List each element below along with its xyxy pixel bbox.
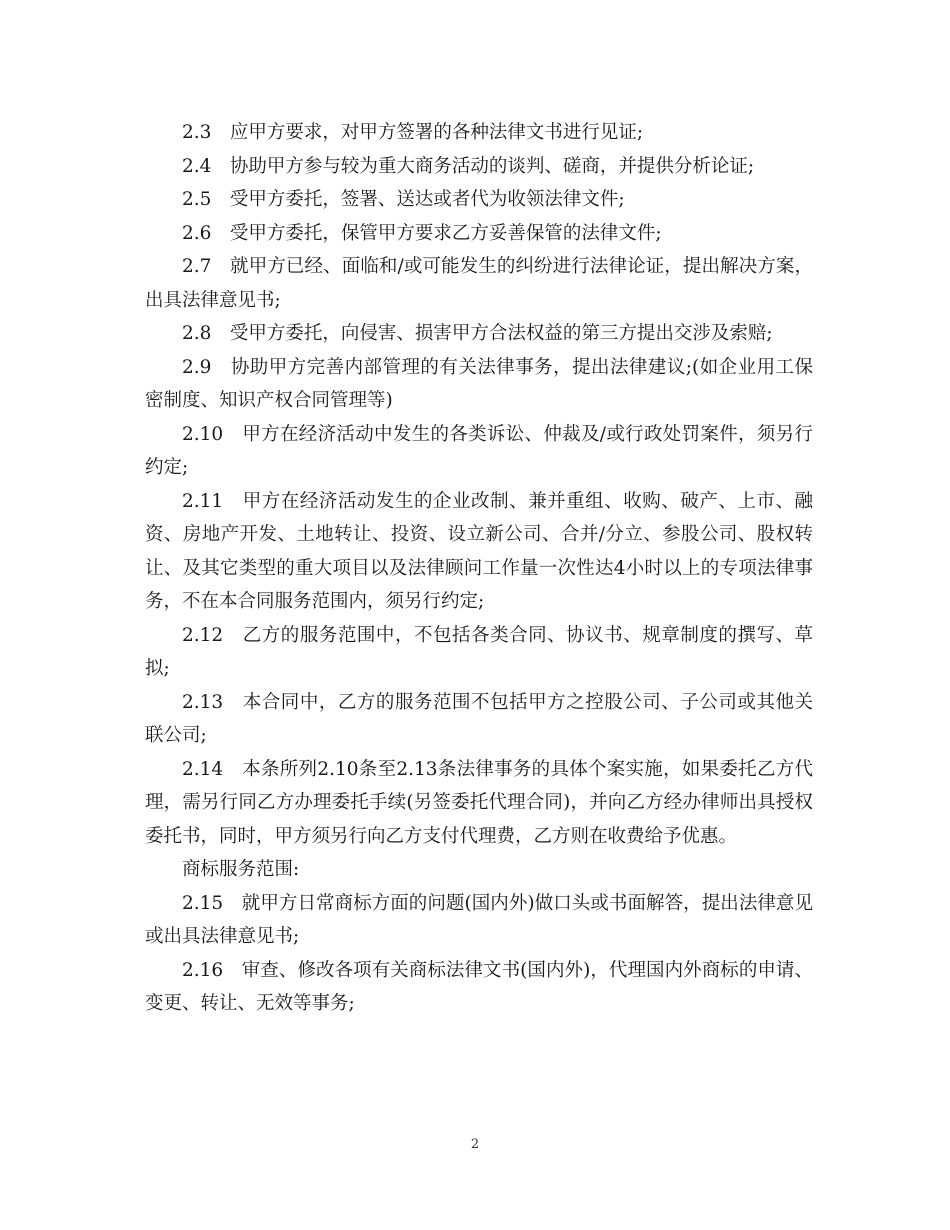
paragraph-2-13: 2.13 本合同中，乙方的服务范围不包括甲方之控股公司、子公司或其他关联公司; <box>145 691 813 746</box>
paragraph-2-16: 2.16 审查、修改各项有关商标法律文书(国内外)，代理国内外商标的申请、变更、转让、无效等事务; <box>145 959 813 1014</box>
page-number: 2 <box>470 1137 480 1152</box>
paragraph-2-14: 2.14 本条所列2.10条至2.13条法律事务的具体个案实施，如果委托乙方代理，需另行同乙方办理委托手续(另签委托代理合同)，并向乙方经办律师出具授权委托书，同时，甲方须另行向乙方支付代理费，乙方则在收费给予优惠。 <box>145 758 813 847</box>
paragraph-2-5: 2.5 受甲方委托，签署、送达或者代为收领法律文件; <box>182 189 625 210</box>
paragraph-2-11: 2.11 甲方在经济活动发生的企业改制、兼并重组、收购、破产、上市、融资、房地产开发、土地转让、投资、设立新公司、合并/分立、参股公司、股权转让、及其它类型的重大项目以及法律顾问工作量一次性达4小时以上的专项法律事务，不在本合同服务范围内，须另行约定; <box>145 490 813 612</box>
paragraph-2-8: 2.8 受甲方委托，向侵害、损害甲方合法权益的第三方提出交涉及索赔; <box>182 323 773 344</box>
paragraph-2-6: 2.6 受甲方委托，保管甲方要求乙方妥善保管的法律文件; <box>182 222 662 244</box>
paragraph-2-4: 2.4 协助甲方参与较为重大商务活动的谈判、磋商，并提供分析论证; <box>182 155 755 177</box>
section-heading-trademark-scope: 商标服务范围: <box>182 859 300 880</box>
paragraph-2-10: 2.10 甲方在经济活动中发生的各类诉讼、仲裁及/或行政处罚案件，须另行约定; <box>145 423 813 478</box>
paragraph-2-15: 2.15 就甲方日常商标方面的问题(国内外)做口头或书面解答，提出法律意见或出具法律意见书; <box>145 892 813 947</box>
document-body <box>145 116 813 1021</box>
paragraph-2-7: 2.7 就甲方已经、面临和/或可能发生的纠纷进行法律论证，提出解决方案，出具法律意见书; <box>145 256 813 311</box>
paragraph-2-9: 2.9 协助甲方完善内部管理的有关法律事务，提出法律建议;(如企业用工保密制度、知识产权合同管理等) <box>145 356 813 411</box>
paragraph-2-3: 2.3 应甲方要求，对甲方签署的各种法律文书进行见证; <box>182 122 644 143</box>
paragraph-2-12: 2.12 乙方的服务范围中，不包括各类合同、协议书、规章制度的撰写、草拟; <box>145 624 813 679</box>
